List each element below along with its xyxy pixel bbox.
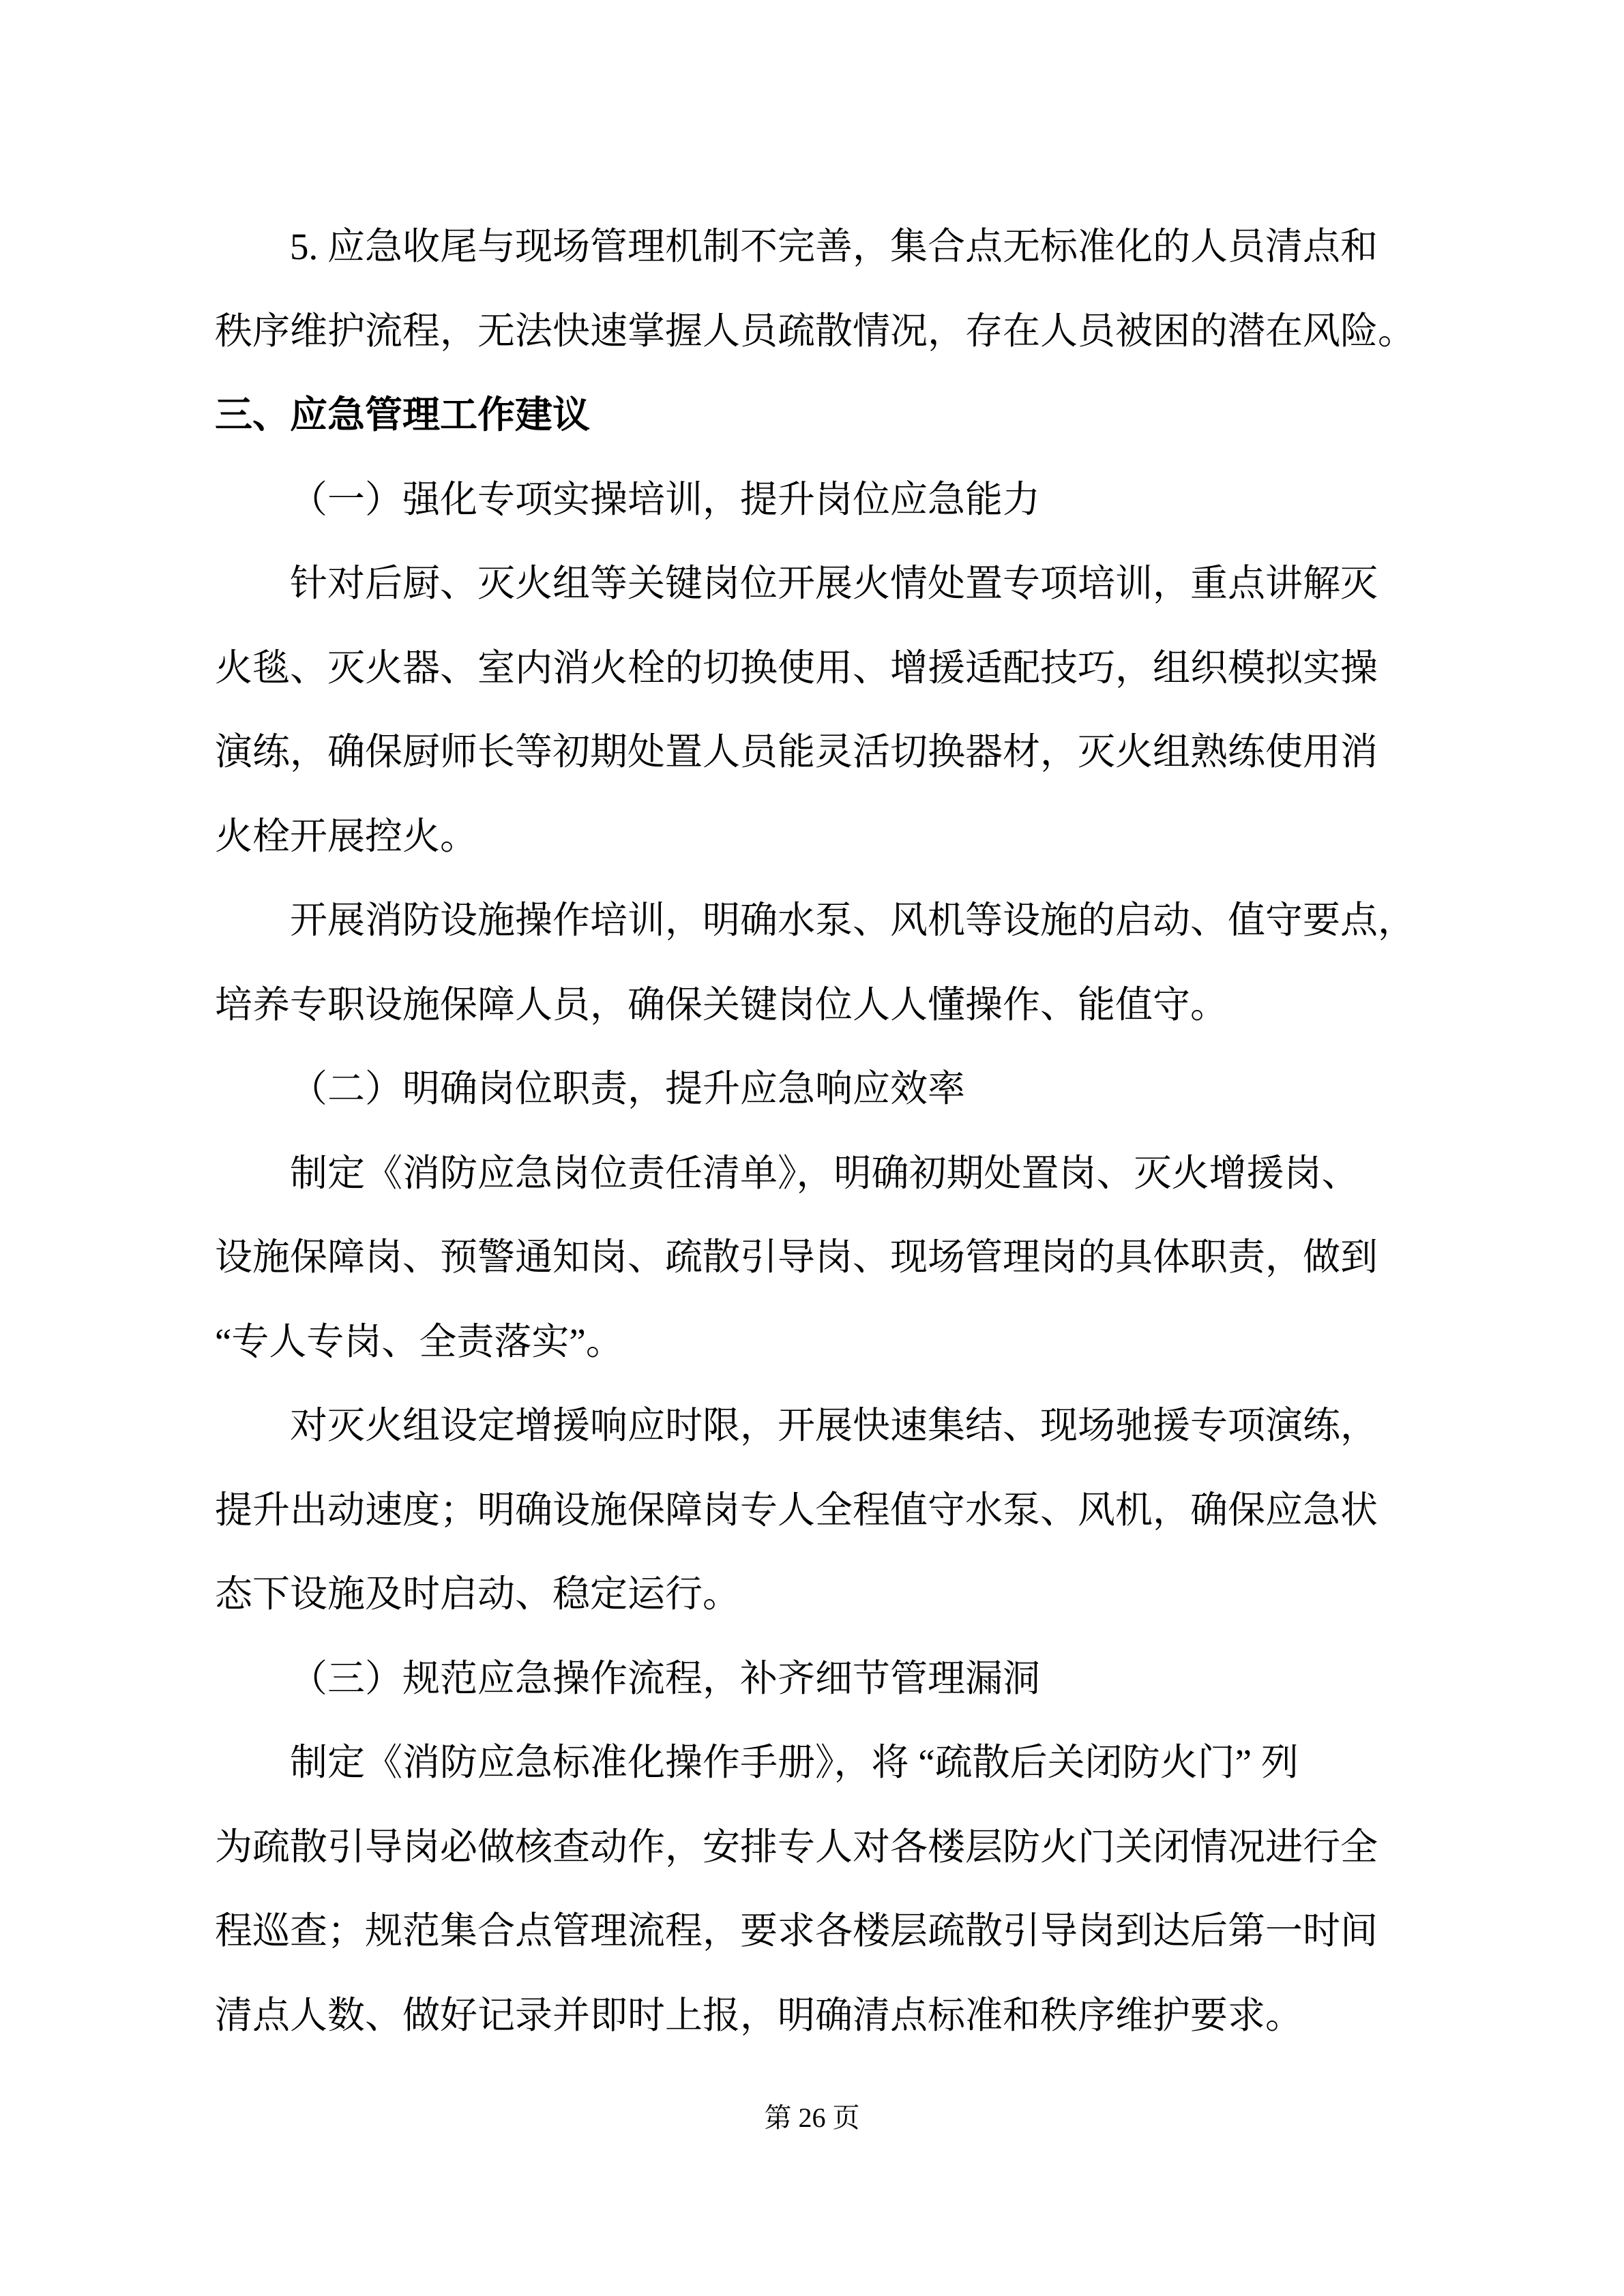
paragraph-line: 秩序维护流程，无法快速掌握人员疏散情况，存在人员被困的潜在风险。 xyxy=(215,310,1416,352)
paragraph-line: 针对后厨、灭火组等关键岗位开展火情处置专项培训，重点讲解灭 xyxy=(290,563,1378,604)
document-body xyxy=(215,205,1416,2057)
page-footer xyxy=(0,2099,1624,2137)
paragraph-line: 演练，确保厨师长等初期处置人员能灵活切换器材，灭火组熟练使用消 xyxy=(215,731,1378,773)
paragraph-line: 5. 应急收尾与现场管理机制不完善，集合点无标准化的人员清点和 xyxy=(290,226,1378,267)
paragraph-line: 清点人数、做好记录并即时上报，明确清点标准和秩序维护要求。 xyxy=(215,1994,1303,2036)
subsection-heading: （三）规范应急操作流程，补齐细节管理漏洞 xyxy=(290,1657,1041,1699)
paragraph-line: 火毯、灭火器、室内消火栓的切换使用、增援适配技巧，组织模拟实操 xyxy=(215,646,1378,689)
section-heading: 三、应急管理工作建议 xyxy=(215,394,591,436)
subsection-heading: （二）明确岗位职责，提升应急响应效率 xyxy=(290,1068,966,1109)
paragraph-line: 火栓开展控火。 xyxy=(215,815,478,857)
paragraph-line: 提升出动速度；明确设施保障岗专人全程值守水泵、风机，确保应急状 xyxy=(215,1489,1378,1531)
paragraph-line: 制定《消防应急标准化操作手册》，将 “疏散后关闭防火门” 列 xyxy=(290,1742,1299,1783)
page-number: 第 26 页 xyxy=(764,2102,860,2133)
paragraph-line: “专人专岗、全责落实”。 xyxy=(215,1320,623,1362)
paragraph-line: 开展消防设施操作培训，明确水泵、风机等设施的启动、值守要点， xyxy=(290,899,1416,941)
paragraph-line: 对灭火组设定增援响应时限，开展快速集结、现场驰援专项演练， xyxy=(290,1405,1378,1446)
paragraph-line: 设施保障岗、预警通知岗、疏散引导岗、现场管理岗的具体职责，做到 xyxy=(215,1236,1378,1278)
paragraph-line: 制定《消防应急岗位责任清单》，明确初期处置岗、灭火增援岗、 xyxy=(290,1152,1359,1194)
paragraph-line: 态下设施及时启动、稳定运行。 xyxy=(215,1573,741,1615)
subsection-heading: （一）强化专项实操培训，提升岗位应急能力 xyxy=(290,478,1041,520)
paragraph-line: 为疏散引导岗必做核查动作，安排专人对各楼层防火门关闭情况进行全 xyxy=(215,1825,1378,1868)
paragraph-line: 培养专职设施保障人员，确保关键岗位人人懂操作、能值守。 xyxy=(215,983,1228,1026)
paragraph-line: 程巡查；规范集合点管理流程，要求各楼层疏散引导岗到达后第一时间 xyxy=(215,1910,1378,1952)
